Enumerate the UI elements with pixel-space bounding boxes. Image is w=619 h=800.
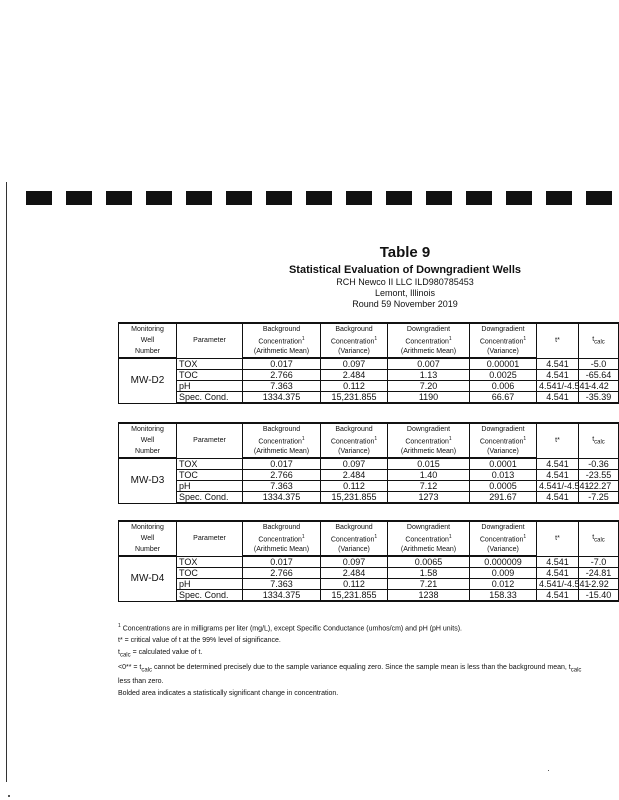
well-number: MW-D4: [119, 556, 177, 601]
header-bg-var-top: Background: [321, 323, 388, 335]
header-bg-var-top: Background: [321, 521, 388, 533]
dash-mark: [586, 191, 612, 205]
table-row: [119, 556, 619, 568]
conc-label: Concentration: [405, 438, 449, 446]
footnotes: [118, 621, 618, 701]
tcalc-value: -35.39: [579, 392, 619, 404]
header-tstar: t*: [537, 521, 579, 556]
dg-variance-value: 0.006: [470, 381, 537, 392]
tcalc-t: t: [592, 436, 595, 444]
stats-table-mw-d4: [118, 520, 619, 602]
header-well: Well: [119, 335, 177, 346]
conc-footnote-mark: 1: [301, 533, 305, 540]
parameter-name: TOC: [177, 568, 243, 579]
bg-mean-value: 1334.375: [243, 492, 321, 504]
header-bg-var-conc: [321, 435, 388, 446]
header-well: Well: [119, 533, 177, 544]
conc-label: Concentration: [258, 536, 302, 544]
tcalc-value: -7.25: [579, 492, 619, 504]
table-row: [119, 579, 619, 590]
bg-variance-value: 0.097: [321, 556, 388, 568]
dg-mean-value: 1.58: [388, 568, 470, 579]
header-dg-mean-kind: (Arithmetic Mean): [388, 544, 470, 556]
header-bg-mean-top: Background: [243, 323, 321, 335]
dash-mark: [266, 191, 292, 205]
footnote-tcalc-symbol: t: [118, 649, 120, 657]
footnote-tstar-text: = critical value of t at the 99% level of significance.: [124, 637, 281, 645]
dash-mark: [386, 191, 412, 205]
header-dg-mean-top: Downgradient: [388, 423, 470, 435]
conc-label: Concentration: [479, 338, 524, 346]
header-dg-mean-top: Downgradient: [388, 323, 470, 335]
header-dg-var-kind: (Variance): [470, 446, 537, 458]
footnote-tcalc: [118, 648, 618, 660]
header-tcalc: [579, 521, 619, 556]
bg-variance-value: 0.112: [321, 481, 388, 492]
dg-variance-value: 0.0025: [470, 370, 537, 381]
footnote-units: [118, 621, 618, 634]
dg-variance-value: 291.67: [470, 492, 537, 504]
well-number: MW-D2: [119, 358, 177, 403]
table-subtitle: Statistical Evaluation of Downgradient Wells: [288, 264, 522, 276]
bg-mean-value: 2.766: [243, 370, 321, 381]
conc-label: Concentration: [330, 338, 375, 346]
header-parameter: Parameter: [177, 423, 243, 458]
tcalc-sub: calc: [594, 439, 605, 446]
header-dg-var-conc: [470, 533, 537, 544]
bg-variance-value: 15,231.855: [321, 590, 388, 602]
dg-mean-value: 0.015: [388, 458, 470, 470]
scan-dash-line: [26, 191, 618, 205]
tcalc-value: -22.27: [579, 481, 619, 492]
tcalc-value: -2.92: [579, 579, 619, 590]
parameter-name: TOX: [177, 556, 243, 568]
bg-mean-value: 7.363: [243, 381, 321, 392]
well-number: MW-D3: [119, 458, 177, 503]
conc-footnote-mark: 1: [523, 335, 527, 342]
footnote-zero-b: cannot be determined precisely due to the sample variance equaling zero. Since the sample mean is less than the background mean, t: [153, 663, 571, 671]
scan-speck: [548, 770, 549, 771]
dg-mean-value: 1190: [388, 392, 470, 404]
tcalc-value: -65.64: [579, 370, 619, 381]
conc-label: Concentration: [479, 438, 524, 446]
dash-mark: [346, 191, 372, 205]
tcalc-value: -7.0: [579, 556, 619, 568]
facility-location: Lemont, Illinois: [374, 288, 436, 298]
footnote-zero-c: less than zero.: [118, 678, 164, 686]
dg-mean-value: 7.21: [388, 579, 470, 590]
header-parameter: Parameter: [177, 521, 243, 556]
conc-footnote-mark: 1: [301, 335, 305, 342]
tstar-value: 4.541: [537, 458, 579, 470]
header-tstar: t*: [537, 423, 579, 458]
conc-footnote-mark: 1: [374, 533, 378, 540]
header-bg-var-kind: (Variance): [321, 446, 388, 458]
conc-label: Concentration: [330, 536, 375, 544]
dg-mean-value: 1.13: [388, 370, 470, 381]
dg-variance-value: 0.000009: [470, 556, 537, 568]
dash-mark: [146, 191, 172, 205]
bg-mean-value: 7.363: [243, 481, 321, 492]
dg-mean-value: 7.12: [388, 481, 470, 492]
dash-mark: [186, 191, 212, 205]
footnote-tstar: [118, 636, 618, 646]
conc-footnote-mark: 1: [523, 435, 527, 442]
bg-variance-value: 0.112: [321, 381, 388, 392]
title-block: [280, 244, 530, 309]
table-row: [119, 370, 619, 381]
dash-mark: [546, 191, 572, 205]
header-dg-mean-conc: [388, 533, 470, 544]
header-dg-var-conc: [470, 435, 537, 446]
conc-label: Concentration: [258, 438, 302, 446]
dg-variance-value: 66.67: [470, 392, 537, 404]
dash-mark: [26, 191, 52, 205]
parameter-name: Spec. Cond.: [177, 590, 243, 602]
table-row: [119, 590, 619, 602]
header-monitoring: Monitoring: [119, 323, 177, 335]
bg-mean-value: 1334.375: [243, 392, 321, 404]
conc-label: Concentration: [330, 438, 375, 446]
dg-variance-value: 0.013: [470, 470, 537, 481]
table-row: [119, 458, 619, 470]
header-bg-mean-kind: (Arithmetic Mean): [243, 446, 321, 458]
header-tstar: t*: [537, 323, 579, 358]
tcalc-value: -15.40: [579, 590, 619, 602]
conc-footnote-mark: 1: [374, 435, 378, 442]
bg-variance-value: 0.097: [321, 358, 388, 370]
header-bg-mean-conc: [243, 335, 321, 346]
bg-mean-value: 2.766: [243, 470, 321, 481]
footnote-bold-text: Bolded area indicates a statistically significant change in concentration.: [118, 690, 339, 698]
parameter-name: pH: [177, 481, 243, 492]
header-dg-mean-conc: [388, 335, 470, 346]
parameter-name: TOX: [177, 458, 243, 470]
header-dg-mean-top: Downgradient: [388, 521, 470, 533]
dg-variance-value: 0.0001: [470, 458, 537, 470]
header-dg-mean-kind: (Arithmetic Mean): [388, 346, 470, 358]
conc-footnote-mark: 1: [448, 435, 452, 442]
parameter-name: Spec. Cond.: [177, 392, 243, 404]
bg-mean-value: 0.017: [243, 358, 321, 370]
table-row: [119, 381, 619, 392]
header-parameter: Parameter: [177, 323, 243, 358]
tcalc-value: -5.0: [579, 358, 619, 370]
tcalc-sub: calc: [594, 339, 605, 346]
header-bg-mean-top: Background: [243, 521, 321, 533]
table-row: [119, 492, 619, 504]
stats-table-mw-d3: [118, 422, 619, 504]
footnote-zero-sub: calc: [141, 667, 153, 674]
tcalc-value: -0.36: [579, 458, 619, 470]
bg-mean-value: 0.017: [243, 556, 321, 568]
parameter-name: TOC: [177, 370, 243, 381]
tstar-value: 4.541: [537, 470, 579, 481]
footnote-tstar-symbol: t*: [118, 637, 123, 645]
bg-mean-value: 2.766: [243, 568, 321, 579]
dg-variance-value: 0.0005: [470, 481, 537, 492]
header-number: Number: [119, 544, 177, 556]
footnote-zero-continued: [118, 677, 618, 687]
scan-speck: [8, 795, 10, 797]
table-row: [119, 568, 619, 579]
dash-mark: [106, 191, 132, 205]
header-bg-mean-kind: (Arithmetic Mean): [243, 544, 321, 556]
table-title: Table 9: [379, 244, 431, 261]
dg-mean-value: 1273: [388, 492, 470, 504]
tstar-value: 4.541: [537, 392, 579, 404]
conc-label: Concentration: [258, 338, 302, 346]
conc-footnote-mark: 1: [448, 533, 452, 540]
tcalc-t: t: [592, 534, 595, 542]
table-row: [119, 481, 619, 492]
bg-variance-value: 2.484: [321, 470, 388, 481]
tcalc-sub: calc: [594, 537, 605, 544]
header-bg-var-kind: (Variance): [321, 346, 388, 358]
header-tcalc: [579, 323, 619, 358]
header-dg-mean-kind: (Arithmetic Mean): [388, 446, 470, 458]
header-dg-mean-conc: [388, 435, 470, 446]
parameter-name: pH: [177, 579, 243, 590]
dg-mean-value: 7.20: [388, 381, 470, 392]
tstar-value: 4.541: [537, 370, 579, 381]
footnote-tcalc-subscript: calc: [119, 652, 131, 659]
parameter-name: Spec. Cond.: [177, 492, 243, 504]
parameter-name: TOX: [177, 358, 243, 370]
tcalc-value: -4.42: [579, 381, 619, 392]
footnote-tcalc-text: = calculated value of t.: [132, 649, 203, 657]
footnote-units-text: Concentrations are in milligrams per liter (mg/L), except Specific Conductance (umhos/cm) and pH (pH units).: [122, 625, 462, 633]
header-number: Number: [119, 446, 177, 458]
header-bg-var-top: Background: [321, 423, 388, 435]
conc-label: Concentration: [405, 536, 449, 544]
tcalc-value: -23.55: [579, 470, 619, 481]
tstar-value: 4.541: [537, 492, 579, 504]
dg-mean-value: 1.40: [388, 470, 470, 481]
header-bg-mean-conc: [243, 435, 321, 446]
bg-variance-value: 15,231.855: [321, 392, 388, 404]
conc-footnote-mark: 1: [448, 335, 452, 342]
footnote-units-mark: 1: [118, 623, 121, 629]
tstar-value: 4.541: [537, 590, 579, 602]
bg-variance-value: 2.484: [321, 370, 388, 381]
stats-table-mw-d2: [118, 322, 619, 404]
dg-variance-value: 158.33: [470, 590, 537, 602]
tcalc-t: t: [592, 336, 595, 344]
tstar-value: 4.541/-4.541: [537, 481, 579, 492]
dg-mean-value: 0.0065: [388, 556, 470, 568]
parameter-name: pH: [177, 381, 243, 392]
header-bg-var-kind: (Variance): [321, 544, 388, 556]
parameter-name: TOC: [177, 470, 243, 481]
dg-mean-value: 1238: [388, 590, 470, 602]
bg-mean-value: 0.017: [243, 458, 321, 470]
conc-footnote-mark: 1: [374, 335, 378, 342]
tstar-value: 4.541/-4.541: [537, 381, 579, 392]
dg-variance-value: 0.012: [470, 579, 537, 590]
header-dg-var-conc: [470, 335, 537, 346]
dash-mark: [506, 191, 532, 205]
bg-variance-value: 15,231.855: [321, 492, 388, 504]
header-dg-var-top: Downgradient: [470, 521, 537, 533]
footnote-zero-sub2: calc: [570, 667, 582, 674]
bg-variance-value: 0.112: [321, 579, 388, 590]
dg-mean-value: 0.007: [388, 358, 470, 370]
header-bg-mean-top: Background: [243, 423, 321, 435]
header-well: Well: [119, 435, 177, 446]
footnote-bold: [118, 689, 618, 699]
footnote-zero-a: <0** = t: [118, 663, 142, 671]
conc-label: Concentration: [479, 536, 524, 544]
tcalc-value: -24.81: [579, 568, 619, 579]
dash-mark: [426, 191, 452, 205]
header-bg-mean-conc: [243, 533, 321, 544]
table-row: [119, 392, 619, 404]
header-monitoring: Monitoring: [119, 423, 177, 435]
tstar-value: 4.541: [537, 568, 579, 579]
tstar-value: 4.541/-4.541: [537, 579, 579, 590]
dash-mark: [226, 191, 252, 205]
header-dg-var-top: Downgradient: [470, 423, 537, 435]
dg-variance-value: 0.009: [470, 568, 537, 579]
bg-variance-value: 2.484: [321, 568, 388, 579]
table-row: [119, 358, 619, 370]
facility-name: RCH Newco II LLC ILD980785453: [336, 277, 474, 287]
footnote-zero-variance: [118, 663, 618, 675]
header-bg-var-conc: [321, 533, 388, 544]
tstar-value: 4.541: [537, 358, 579, 370]
header-tcalc: [579, 423, 619, 458]
header-bg-mean-kind: (Arithmetic Mean): [243, 346, 321, 358]
header-monitoring: Monitoring: [119, 521, 177, 533]
bg-variance-value: 0.097: [321, 458, 388, 470]
bg-mean-value: 1334.375: [243, 590, 321, 602]
header-dg-var-top: Downgradient: [470, 323, 537, 335]
table-row: [119, 470, 619, 481]
header-dg-var-kind: (Variance): [470, 544, 537, 556]
conc-footnote-mark: 1: [301, 435, 305, 442]
dash-mark: [66, 191, 92, 205]
dg-variance-value: 0.00001: [470, 358, 537, 370]
dash-mark: [306, 191, 332, 205]
dash-mark: [466, 191, 492, 205]
tstar-value: 4.541: [537, 556, 579, 568]
header-bg-var-conc: [321, 335, 388, 346]
page-edge-line: [6, 182, 7, 782]
sampling-round: Round 59 November 2019: [352, 299, 458, 309]
conc-label: Concentration: [405, 338, 449, 346]
header-number: Number: [119, 346, 177, 358]
header-dg-var-kind: (Variance): [470, 346, 537, 358]
conc-footnote-mark: 1: [523, 533, 527, 540]
bg-mean-value: 7.363: [243, 579, 321, 590]
